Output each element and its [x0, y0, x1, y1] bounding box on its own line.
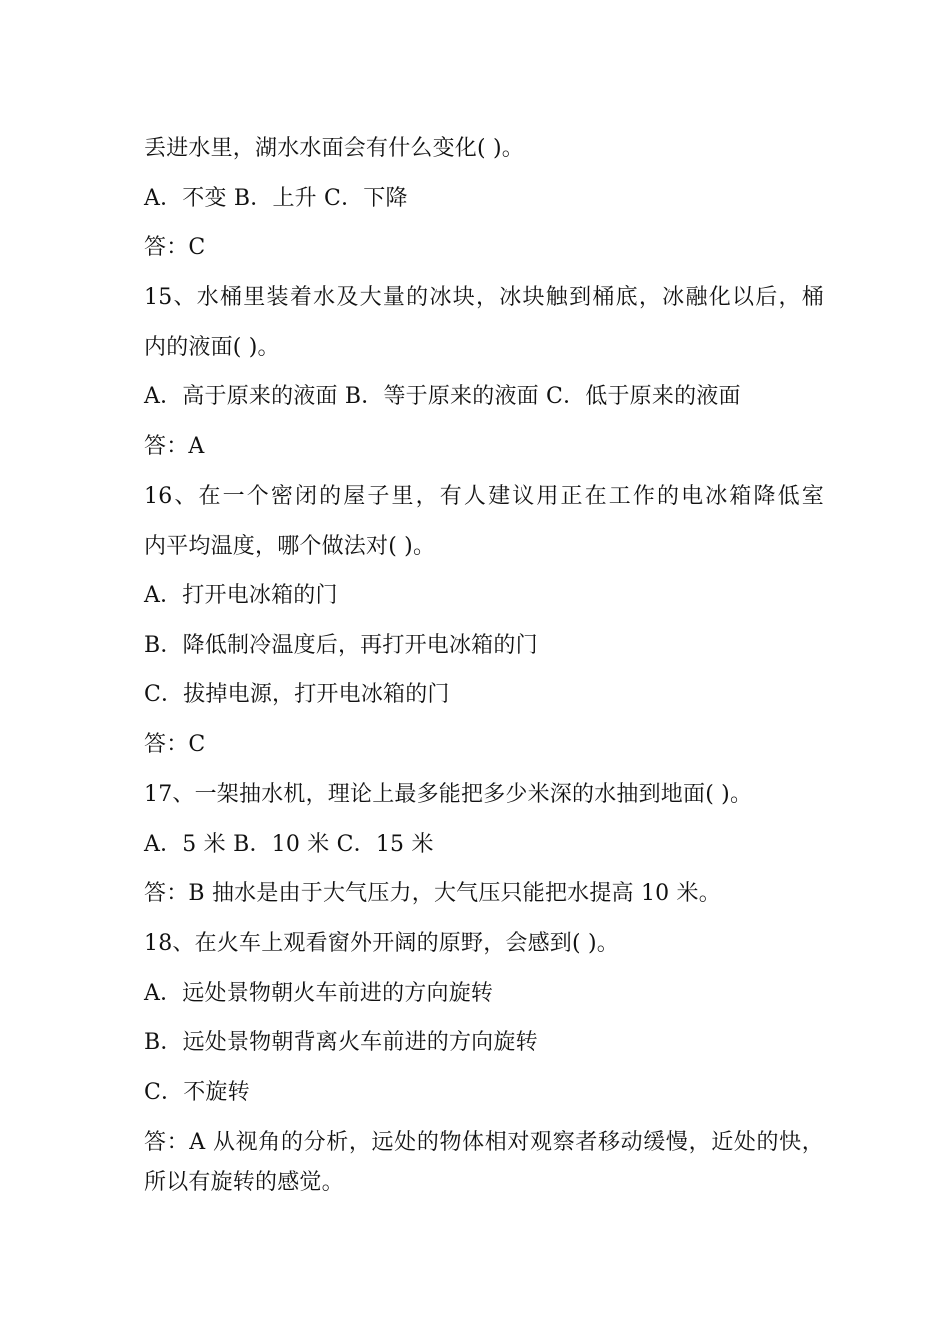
- question-16-text-cont: 内平均温度，哪个做法对( )。: [144, 534, 436, 559]
- question-14-answer: 答：C: [144, 235, 206, 260]
- question-15-options: A．高于原来的液面 B．等于原来的液面 C．低于原来的液面: [144, 384, 741, 409]
- question-16-text: 16、在一个密闭的屋子里，有人建议用正在工作的电冰箱降低室: [144, 484, 824, 509]
- question-14-options: A．不变 B．上升 C．下降: [144, 186, 408, 211]
- question-16-option-c: C．拔掉电源，打开电冰箱的门: [144, 682, 450, 707]
- question-14-text-end: 丢进水里，湖水水面会有什么变化( )。: [144, 136, 524, 161]
- question-16-answer: 答：C: [144, 732, 206, 757]
- question-15-text: 15、水桶里装着水及大量的冰块，冰块触到桶底，冰融化以后，桶: [144, 285, 824, 310]
- question-16-option-a: A．打开电冰箱的门: [144, 583, 338, 608]
- question-18-option-b: B．远处景物朝背离火车前进的方向旋转: [144, 1030, 538, 1055]
- question-17-answer: 答：B 抽水是由于大气压力，大气压只能把水提高 10 米。: [144, 881, 721, 906]
- question-18-answer: 答：A 从视角的分析，远处的物体相对观察者移动缓慢，近处的快，: [144, 1130, 824, 1155]
- question-16-option-b: B．降低制冷温度后，再打开电冰箱的门: [144, 633, 538, 658]
- question-18-option-a: A．远处景物朝火车前进的方向旋转: [144, 981, 494, 1006]
- question-15-answer: 答：A: [144, 434, 205, 459]
- question-18-text: 18、在火车上观看窗外开阔的原野，会感到( )。: [144, 931, 619, 956]
- question-18-option-c: C．不旋转: [144, 1080, 250, 1105]
- question-17-options: A．5 米 B．10 米 C．15 米: [144, 832, 434, 857]
- question-17-text: 17、一架抽水机，理论上最多能把多少米深的水抽到地面( )。: [144, 782, 753, 807]
- question-15-text-cont: 内的液面( )。: [144, 335, 280, 360]
- question-18-answer-cont: 所以有旋转的感觉。: [144, 1170, 344, 1195]
